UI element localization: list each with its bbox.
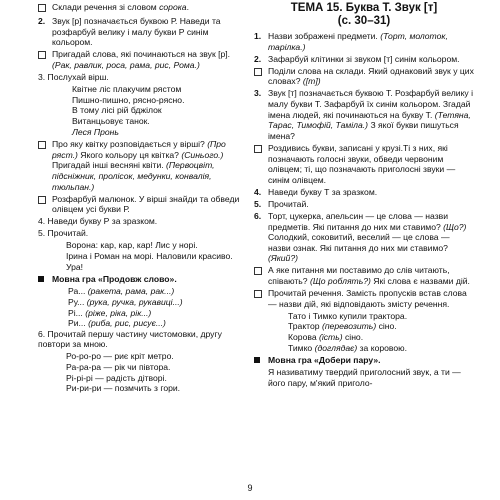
r-task-syllables: Поділи слова на склади. Який однаковий звук у цих словах? ([т]) <box>254 66 474 87</box>
sentences: Тато і Тимко купили трактора. Трактор (перевозить) сіно. Корова (їсть) сіно. Тимко (доглядає) за коровою. <box>288 310 408 353</box>
task-4: 4. Наведи букву Р за зразком. <box>38 216 158 227</box>
poem: Квітне ліс плакучим рястом Пишно-пишно, рясно-рясно. В тому лісі рій бджілок Витанцьовує танок. Леся Пронь <box>72 84 185 137</box>
game-row: Ру... (рука, ручка, рукавиці...) <box>68 296 183 307</box>
word-game-rows <box>38 286 248 328</box>
right-column <box>254 2 474 390</box>
word-game-heading: Мовна гра «Продовж слово». <box>38 274 248 285</box>
checkbox-icon <box>254 145 262 153</box>
task-recall-words: Пригадай слова, які починаються на звук [р]. (Рак, равлик, роса, рама, рис, Рома.) <box>38 49 248 70</box>
game-row: Ри... (риба, рис, рисує...) <box>68 318 166 329</box>
checkbox-icon <box>38 196 46 204</box>
checkbox-icon <box>38 51 46 59</box>
r-task-5: 5. Прочитай. <box>254 198 309 209</box>
checkbox-icon <box>38 141 46 149</box>
r-task-6: 6. Торт, цукерка, апельсин — це слова — назви предметів. Які питання до них ми ставимо? (Що?) Солодкий, соковитий, веселий — це слова — назви ознак. Які питання до них ми ставимо? (Який?) <box>254 211 467 264</box>
task-6: 6. Прочитай першу частину чистомовки, другу повтори за мною. <box>38 328 222 350</box>
r-task-circle: Роздивись букви, записані у крузі.Ті з них, які позначають голосні звуки, обведи червоним олівцем; ті, що позначають приголосні звуки — синім олівцем. <box>254 143 474 185</box>
r-task-question: А яке питання ми поставимо до слів читають, співають? (Що роблять?) Які слова є назвами дій. <box>254 265 474 286</box>
checkbox-icon <box>254 267 262 275</box>
checkbox-icon <box>38 4 46 12</box>
task-color-picture: Розфарбуй малюнок. У вірші знайди та обведи олівцем усі букви Р. <box>38 194 248 215</box>
pair-game-heading: Мовна гра «Добери пару». <box>254 355 474 366</box>
checkbox-icon <box>254 290 262 298</box>
page-number: 9 <box>247 483 253 493</box>
reading-text: Ворона: кар, кар, кар! Лис у норі. Ірина і Роман на морі. Наловили красиво. Ура! <box>66 240 233 272</box>
task-3: 3. Послухай вірш. <box>38 72 109 83</box>
task-2: 2. Звук [р] позначається буквою Р. Наведи та розфарбуй велику і малу букви Р синім кольором. <box>38 16 221 48</box>
square-bullet-icon <box>254 357 260 363</box>
r-task-1: 1. Назви зображені предмети. (Торт, молоток, тарілка.) <box>254 31 448 52</box>
game-row: Рі... (ріже, ріка, рік...) <box>68 307 152 318</box>
task-compose-sentence: Склади речення зі словом сорока. <box>38 2 248 15</box>
r-task-4: 4. Наведи букву Т за зразком. <box>254 186 378 197</box>
r-task-2: 2. Зафарбуй клітинки зі звуком [т] синім кольором. <box>254 53 460 64</box>
topic-title: ТЕМА 15. Буква Т. Звук [т] (с. 30–31) <box>290 2 438 27</box>
task-5: 5. Прочитай. <box>38 228 89 239</box>
chant: Ро-ро-ро — риє кріт метро. Ра-ра-ра — рік чи півтора. Рі-рі-рі — радість дітворі. Ри-ри-ри — позмчить з гори. <box>66 351 181 394</box>
left-column <box>38 2 248 394</box>
pair-game-text: Я називатиму твердий приголосний звук, а ти — його пару, м'який приголо- <box>268 367 461 388</box>
r-task-3: 3. Звук [т] позначається буквою Т. Розфарбуй велику і малу букви Т. Зафарбуй їх синім кольором. Згадай імена людей, які починаються на букву Т. (Тетяна, Тарас, Тимофій, Таміла.) З якої букви пишуться імена? <box>254 88 474 141</box>
checkbox-icon <box>254 68 262 76</box>
game-row: Ра... (ракета, рама, рак...) <box>68 286 175 297</box>
task-poem-questions: Про яку квітку розповідається у вірші? (Про ряст.) Якого кольору ця квітка? (Синього.) Пригадай інші весняні квіти. (Первоцвіт, підсніжник, пролісок, медунки, конвалія, тюльпан.) <box>38 139 248 192</box>
square-bullet-icon <box>38 276 44 282</box>
r-task-fill-in: Прочитай речення. Замість пропусків встав слова — назви дій, які відповідають змісту речення. <box>254 288 474 309</box>
